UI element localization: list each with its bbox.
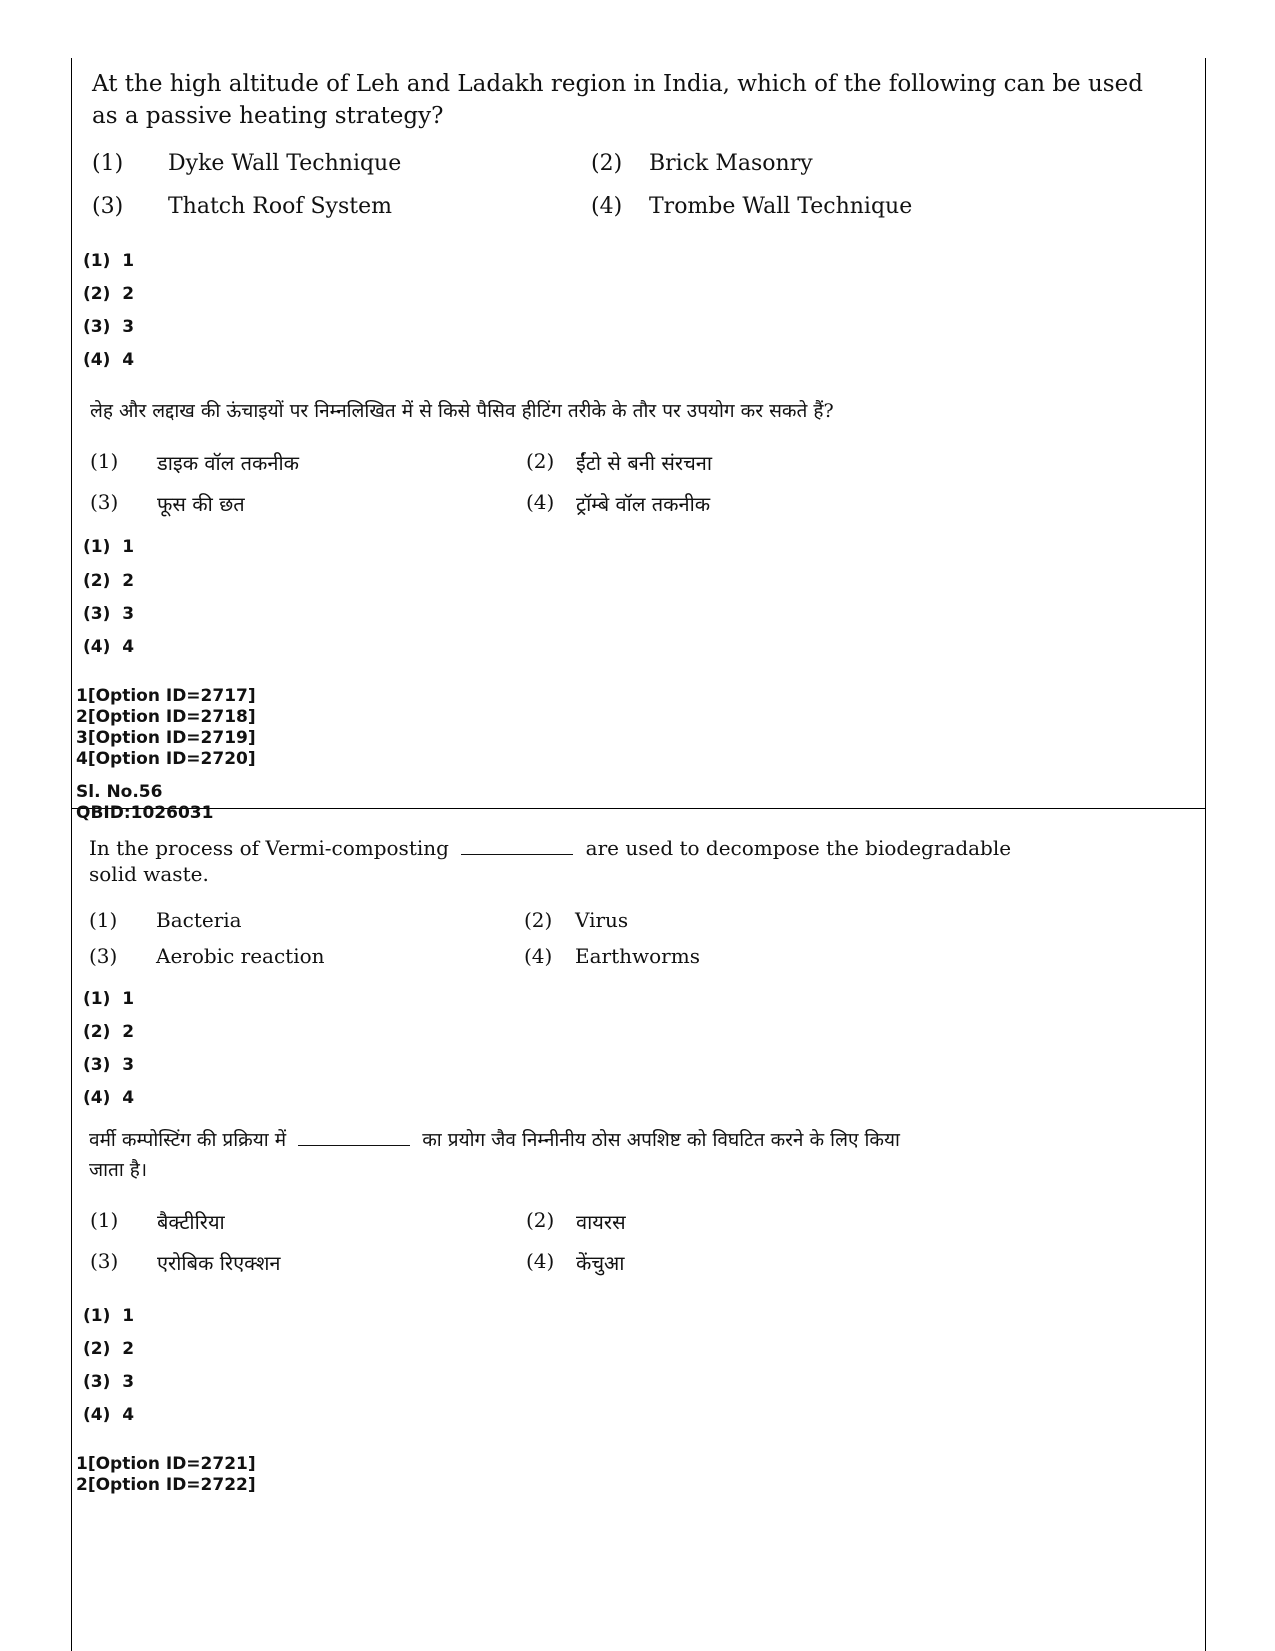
option-text: Bacteria <box>156 908 242 932</box>
option-num: (4) <box>591 194 623 219</box>
option-text: Earthworms <box>575 944 700 968</box>
question-text-part: In the process of Vermi-composting <box>89 836 449 860</box>
option-text: एरोबिक रिएक्शन <box>157 1251 281 1275</box>
option-text: ट्रॉम्बे वॉल तकनीक <box>576 492 711 516</box>
option-num: (2) <box>526 1208 555 1232</box>
answer-choice[interactable]: (3) 3 <box>83 317 135 337</box>
option-id-line: 3[Option ID=2719] <box>76 728 256 748</box>
option-id-line: 4[Option ID=2720] <box>76 749 256 769</box>
option-num: (1) <box>90 1208 119 1232</box>
answer-choice[interactable]: (4) 4 <box>83 1405 135 1425</box>
question-text-part: are used to decompose the biodegradable <box>585 836 1012 860</box>
option-num: (4) <box>526 1249 555 1273</box>
option-text: वायरस <box>576 1210 626 1234</box>
answer-choice[interactable]: (4) 4 <box>83 637 135 657</box>
option-num: (2) <box>591 151 623 176</box>
answer-choice[interactable]: (2) 2 <box>83 571 135 591</box>
answer-choice[interactable]: (2) 2 <box>83 1022 135 1042</box>
option-text: Dyke Wall Technique <box>168 151 402 176</box>
option-id-line: 1[Option ID=2717] <box>76 686 256 706</box>
option-text: Thatch Roof System <box>168 194 392 219</box>
option-num: (1) <box>89 908 118 932</box>
question-text-part: जाता है। <box>89 1159 148 1181</box>
question-text-hi: लेह और लद्दाख की ऊंचाइयों पर निम्नलिखित में से किसे पैसिव हीटिंग तरीके के तौर पर उपयोग कर सकते हैं? <box>90 400 834 422</box>
option-text: Brick Masonry <box>649 151 813 176</box>
question-text-en <box>89 836 1011 860</box>
answer-choice[interactable]: (1) 1 <box>83 251 135 271</box>
answer-choice[interactable]: (2) 2 <box>83 284 135 304</box>
question-bank-id: QBID:1026031 <box>76 803 214 823</box>
option-text: डाइक वॉल तकनीक <box>157 451 300 475</box>
option-num: (1) <box>92 151 124 176</box>
serial-number: Sl. No.56 <box>76 782 163 802</box>
option-id-line: 1[Option ID=2721] <box>76 1454 256 1474</box>
answer-choice[interactable]: (4) 4 <box>83 350 135 370</box>
option-text: Trombe Wall Technique <box>649 194 913 219</box>
option-text: Aerobic reaction <box>156 944 325 968</box>
option-num: (4) <box>524 944 553 968</box>
answer-choice[interactable]: (2) 2 <box>83 1339 135 1359</box>
option-text: Virus <box>575 908 629 932</box>
answer-choice[interactable]: (3) 3 <box>83 1372 135 1392</box>
option-num: (3) <box>89 944 118 968</box>
option-num: (3) <box>92 194 124 219</box>
option-id-line: 2[Option ID=2722] <box>76 1475 256 1495</box>
option-num: (3) <box>90 1249 119 1273</box>
question-text-hi <box>89 1126 900 1152</box>
option-text: ईंटो से बनी संरचना <box>576 451 713 475</box>
option-id-line: 2[Option ID=2718] <box>76 707 256 727</box>
fill-in-blank <box>298 1145 410 1146</box>
answer-choice[interactable]: (1) 1 <box>83 989 135 1009</box>
option-text: केंचुआ <box>576 1251 625 1275</box>
answer-choice[interactable]: (4) 4 <box>83 1088 135 1108</box>
option-num: (2) <box>526 449 555 473</box>
page-border-right <box>1205 58 1206 1651</box>
option-text: बैक्टीरिया <box>157 1210 225 1234</box>
option-text: फूस की छत <box>157 492 245 516</box>
answer-choice[interactable]: (1) 1 <box>83 537 135 557</box>
answer-choice[interactable]: (3) 3 <box>83 604 135 624</box>
answer-choice[interactable]: (3) 3 <box>83 1055 135 1075</box>
question-text-part: वर्मी कम्पोस्टिंग की प्रक्रिया में <box>89 1129 287 1151</box>
option-num: (2) <box>524 908 553 932</box>
question-text-en: At the high altitude of Leh and Ladakh region in India, which of the following can be used as a passive heating strategy? <box>92 71 1143 129</box>
option-num: (3) <box>90 490 119 514</box>
option-num: (4) <box>526 490 555 514</box>
question-separator <box>71 808 1206 809</box>
question-text-part: का प्रयोग जैव निम्नीनीय ठोस अपशिष्ट को विघटित करने के लिए किया <box>422 1129 900 1151</box>
answer-choice[interactable]: (1) 1 <box>83 1306 135 1326</box>
fill-in-blank <box>461 854 573 855</box>
page-border-left <box>71 58 72 1651</box>
option-num: (1) <box>90 449 119 473</box>
question-text-part: solid waste. <box>89 862 209 886</box>
